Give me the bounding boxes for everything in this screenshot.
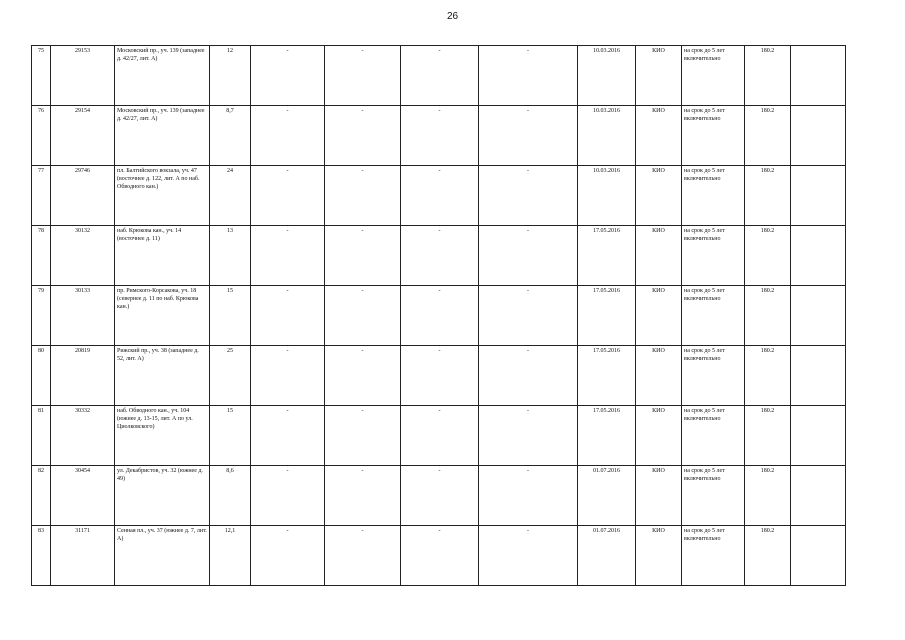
cell-term: на срок до 5 лет включительно [682,466,745,526]
cell-clause: 180.2 [745,46,791,106]
cell-column-7: - [401,406,479,466]
table-row [32,226,846,286]
cell-date: 10.03.2016 [578,46,636,106]
cell-note [791,166,846,226]
cell-column-7: - [401,346,479,406]
cell-term: на срок до 5 лет включительно [682,106,745,166]
cell-note [791,526,846,586]
cell-date: 10.03.2016 [578,166,636,226]
cell-column-5: - [251,526,325,586]
cell-organization: КИО [636,406,682,466]
cell-column-8: - [479,406,578,466]
cell-cadastral-number: 29153 [51,46,115,106]
cell-clause: 180.2 [745,226,791,286]
cell-column-6: - [325,106,401,166]
cell-column-7: - [401,526,479,586]
cell-date: 17.05.2016 [578,346,636,406]
cell-organization: КИО [636,286,682,346]
cell-term: на срок до 5 лет включительно [682,166,745,226]
cell-address: Рижский пр., уч. 38 (западнее д. 52, лит. А) [115,346,210,406]
cell-column-7: - [401,286,479,346]
cell-note [791,406,846,466]
cell-area: 12,1 [210,526,251,586]
cell-area: 12 [210,46,251,106]
cell-column-5: - [251,166,325,226]
cell-column-6: - [325,406,401,466]
cell-row-number: 81 [32,406,51,466]
cell-cadastral-number: 30132 [51,226,115,286]
cell-row-number: 82 [32,466,51,526]
cell-column-5: - [251,106,325,166]
cell-clause: 180.2 [745,526,791,586]
cell-date: 17.05.2016 [578,286,636,346]
cell-term: на срок до 5 лет включительно [682,526,745,586]
cell-column-8: - [479,286,578,346]
cell-address: наб. Обводного кан., уч. 104 (южнее д. 13-15, лит. А по ул. Циолковского) [115,406,210,466]
cell-note [791,106,846,166]
cell-column-8: - [479,166,578,226]
cell-column-8: - [479,346,578,406]
cell-column-6: - [325,346,401,406]
cell-organization: КИО [636,46,682,106]
registry-table [31,45,846,586]
cell-column-8: - [479,226,578,286]
cell-clause: 180.2 [745,106,791,166]
table-row [32,106,846,166]
cell-column-6: - [325,46,401,106]
cell-column-5: - [251,46,325,106]
cell-column-7: - [401,226,479,286]
cell-row-number: 75 [32,46,51,106]
cell-cadastral-number: 29154 [51,106,115,166]
cell-cadastral-number: 31171 [51,526,115,586]
cell-area: 24 [210,166,251,226]
cell-note [791,286,846,346]
cell-cadastral-number: 20819 [51,346,115,406]
cell-cadastral-number: 29746 [51,166,115,226]
table-row [32,46,846,106]
cell-column-7: - [401,466,479,526]
cell-date: 17.05.2016 [578,226,636,286]
cell-column-8: - [479,526,578,586]
cell-organization: КИО [636,466,682,526]
cell-organization: КИО [636,346,682,406]
cell-column-6: - [325,166,401,226]
cell-note [791,346,846,406]
cell-term: на срок до 5 лет включительно [682,226,745,286]
cell-date: 10.03.2016 [578,106,636,166]
cell-organization: КИО [636,226,682,286]
cell-note [791,466,846,526]
cell-term: на срок до 5 лет включительно [682,346,745,406]
cell-column-5: - [251,226,325,286]
cell-column-8: - [479,466,578,526]
cell-column-8: - [479,46,578,106]
cell-column-5: - [251,466,325,526]
cell-area: 15 [210,286,251,346]
table-row [32,346,846,406]
table-row [32,466,846,526]
cell-column-7: - [401,46,479,106]
cell-note [791,46,846,106]
cell-address: пл. Балтийского вокзала, уч. 47 (восточнее д. 122, лит. А по наб. Обводного кан.) [115,166,210,226]
table-body [32,46,846,586]
cell-row-number: 79 [32,286,51,346]
cell-clause: 180.2 [745,406,791,466]
cell-column-6: - [325,226,401,286]
cell-date: 17.05.2016 [578,406,636,466]
cell-date: 01.07.2016 [578,526,636,586]
cell-row-number: 83 [32,526,51,586]
cell-cadastral-number: 30332 [51,406,115,466]
cell-column-6: - [325,466,401,526]
cell-row-number: 77 [32,166,51,226]
cell-address: наб. Крюкова кан., уч. 14 (восточнее д. 11) [115,226,210,286]
cell-address: Сенная пл., уч. 37 (южнее д. 7, лит. А) [115,526,210,586]
cell-column-7: - [401,166,479,226]
cell-row-number: 80 [32,346,51,406]
cell-clause: 180.2 [745,286,791,346]
table-row [32,406,846,466]
cell-column-6: - [325,526,401,586]
cell-row-number: 78 [32,226,51,286]
cell-organization: КИО [636,106,682,166]
cell-address: ул. Декабристов, уч. 32 (южнее д. 49) [115,466,210,526]
table-row [32,286,846,346]
cell-column-5: - [251,406,325,466]
cell-area: 25 [210,346,251,406]
table-row [32,166,846,226]
cell-column-5: - [251,346,325,406]
cell-area: 15 [210,406,251,466]
cell-column-6: - [325,286,401,346]
cell-address: Московский пр., уч. 139 (западнее д. 42/27, лит. А) [115,46,210,106]
cell-address: пр. Римского-Корсакова, уч. 18 (севернее д. 11 по наб. Крюкова кан.) [115,286,210,346]
cell-area: 13 [210,226,251,286]
cell-organization: КИО [636,526,682,586]
cell-column-7: - [401,106,479,166]
cell-address: Московский пр., уч. 139 (западнее д. 42/27, лит. А) [115,106,210,166]
cell-organization: КИО [636,166,682,226]
cell-note [791,226,846,286]
cell-area: 8,7 [210,106,251,166]
cell-term: на срок до 5 лет включительно [682,46,745,106]
page-number: 26 [446,11,459,22]
cell-clause: 180.2 [745,466,791,526]
cell-cadastral-number: 30133 [51,286,115,346]
cell-column-8: - [479,106,578,166]
cell-clause: 180.2 [745,346,791,406]
cell-area: 8,6 [210,466,251,526]
cell-term: на срок до 5 лет включительно [682,286,745,346]
cell-date: 01.07.2016 [578,466,636,526]
cell-clause: 180.2 [745,166,791,226]
cell-term: на срок до 5 лет включительно [682,406,745,466]
cell-row-number: 76 [32,106,51,166]
table-row [32,526,846,586]
cell-cadastral-number: 30454 [51,466,115,526]
cell-column-5: - [251,286,325,346]
